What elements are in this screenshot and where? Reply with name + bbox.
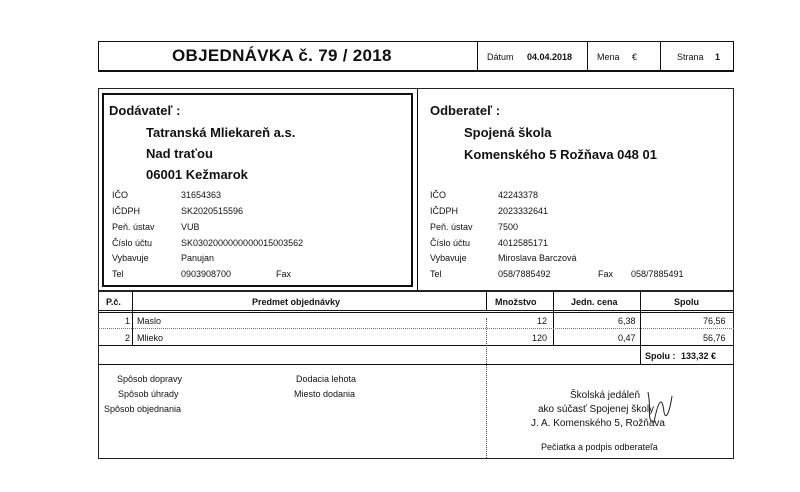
header-underline: [98, 70, 734, 72]
col-qty-header: Množstvo: [495, 297, 537, 307]
customer-name: Spojená škola: [464, 125, 552, 140]
supplier-contact-value: Panujan: [181, 253, 215, 263]
header-divider-1: [477, 41, 478, 72]
supplier-tel-value: 0903908700: [181, 269, 232, 279]
row-separator: [98, 328, 734, 329]
row1-unit: 6,38: [618, 316, 636, 326]
customer-account-label: Číslo účtu: [430, 238, 471, 248]
customer-contact-label: Vybavuje: [430, 253, 467, 263]
col-sep-4: [640, 291, 641, 346]
stamp-line-1: Školská jedáleň: [570, 390, 641, 401]
table-header-line-2: [98, 312, 734, 313]
supplier-bank-label: Peň. ústav: [112, 222, 155, 232]
currency-value: €: [632, 52, 638, 62]
document-title: OBJEDNÁVKA č. 79 / 2018: [172, 46, 392, 65]
signature-scribble: [628, 382, 688, 432]
supplier-icdph-label: IČDPH: [112, 206, 141, 216]
col-sep-3: [553, 291, 554, 346]
sum-line: [98, 364, 734, 365]
date-label: Dátum: [487, 52, 514, 62]
customer-account-value: 4012585171: [498, 238, 549, 248]
customer-tel-label: Tel: [430, 269, 442, 279]
rows-bottom-line: [98, 345, 734, 346]
customer-ico-value: 42243378: [498, 190, 539, 200]
footer-dotted-separator: [486, 318, 487, 458]
supplier-account-label: Číslo účtu: [112, 238, 153, 248]
supplier-name: Tatranská Mliekareň a.s.: [146, 125, 296, 140]
date-value: 04.04.2018: [527, 52, 573, 62]
supplier-city: 06001 Kežmarok: [146, 167, 248, 182]
customer-fax-label: Fax: [598, 269, 614, 279]
supplier-fax-label: Fax: [276, 269, 292, 279]
customer-address: Komenského 5 Rožňava 048 01: [464, 147, 657, 162]
col-pc-header: P.č.: [106, 297, 121, 307]
customer-icdph-value: 2023332641: [498, 206, 549, 216]
row2-total: 56,76: [703, 333, 726, 343]
ordering-label: Spôsob objednania: [104, 404, 182, 414]
supplier-icdph-value: SK2020515596: [181, 206, 244, 216]
signature-label: Pečiatka a podpis odberateľa: [541, 442, 658, 452]
stamp-line-3: J. A. Komenského 5, Rožňava: [531, 418, 665, 429]
customer-bank-value: 7500: [498, 222, 519, 232]
supplier-tel-label: Tel: [112, 269, 124, 279]
currency-label: Mena: [597, 52, 620, 62]
supplier-contact-label: Vybavuje: [112, 253, 149, 263]
row2-pc: 2: [125, 333, 131, 343]
row2-unit: 0,47: [618, 333, 636, 343]
payment-label: Spôsob úhrady: [118, 389, 179, 399]
col-sep-1: [132, 291, 133, 346]
items-table: [98, 291, 734, 459]
parties-divider: [417, 88, 418, 291]
delivery-place-label: Miesto dodania: [294, 389, 356, 399]
col-sep-2: [486, 291, 487, 311]
table-header-line: [98, 310, 734, 311]
supplier-heading: Dodávateľ :: [109, 103, 181, 118]
header-divider-2: [587, 41, 588, 72]
row1-pc: 1: [125, 316, 131, 326]
transport-label: Spôsob dopravy: [117, 374, 183, 384]
row1-item: Maslo: [137, 316, 162, 326]
stamp-line-2: ako súčasť Spojenej školy: [538, 404, 655, 415]
header-divider-3: [660, 41, 661, 72]
customer-ico-label: IČO: [430, 190, 447, 200]
sum-box-left: [640, 346, 641, 364]
delivery-deadline-label: Dodacia lehota: [296, 374, 357, 384]
customer-fax-value: 058/7885491: [631, 269, 684, 279]
customer-heading: Odberateľ :: [430, 103, 501, 118]
sum-label: Spolu :: [645, 351, 676, 361]
customer-contact-value: Miroslava Barczová: [498, 253, 577, 263]
col-item-header: Predmet objednávky: [252, 297, 341, 307]
customer-bank-label: Peň. ústav: [430, 222, 473, 232]
col-unit-header: Jedn. cena: [571, 297, 618, 307]
sum-value: 133,32 €: [681, 351, 717, 361]
row2-qty: 120: [532, 333, 548, 343]
customer-icdph-label: IČDPH: [430, 206, 459, 216]
supplier-ico-label: IČO: [112, 190, 129, 200]
customer-tel-value: 058/7885492: [498, 269, 551, 279]
supplier-account-value: SK0302000000000015003562: [181, 238, 304, 248]
row1-qty: 12: [537, 316, 548, 326]
supplier-street: Nad traťou: [146, 146, 213, 161]
page-value: 1: [715, 52, 721, 62]
page-label: Strana: [677, 52, 704, 62]
supplier-bank-value: VUB: [181, 222, 200, 232]
row2-item: Mlieko: [137, 333, 164, 343]
row1-total: 76,56: [703, 316, 726, 326]
supplier-ico-value: 31654363: [181, 190, 222, 200]
col-total-header: Spolu: [674, 297, 699, 307]
